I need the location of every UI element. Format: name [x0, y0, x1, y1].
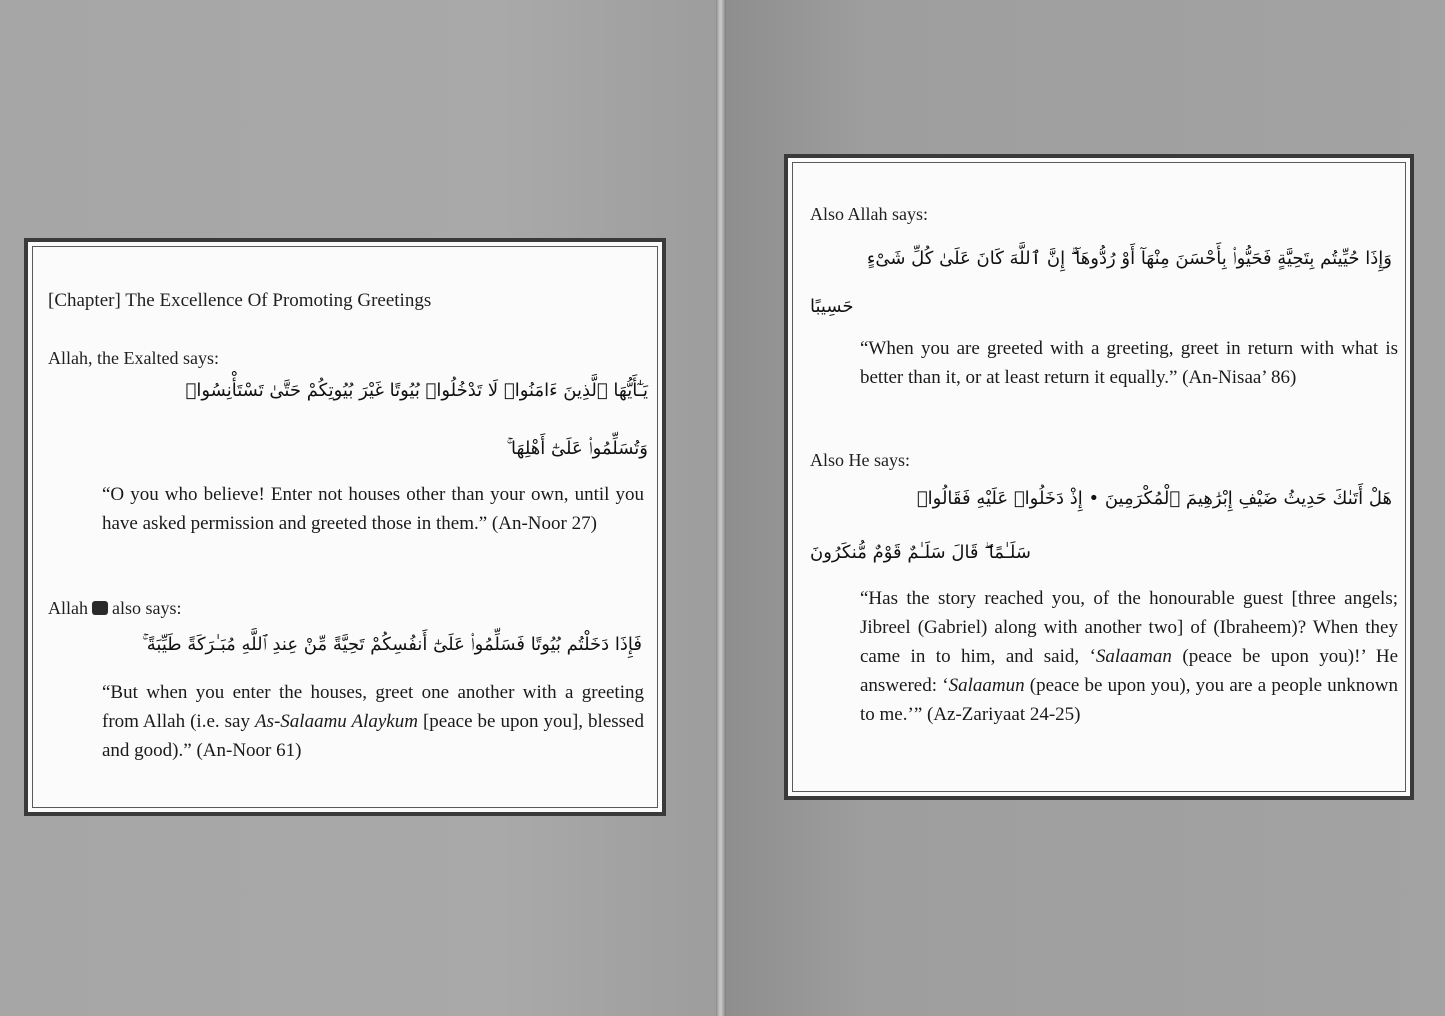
intro-text-2: [48, 598, 182, 619]
translation-2-part-b: [peace be upon you], blessed and good).” (An-Noor 61): [102, 711, 644, 761]
translation-2-part-c: (peace be upon you), you are a people unknown to me.’” (Az-Zariyaat 24-25): [860, 675, 1398, 725]
translation-2-part-a: “Has the story reached you, of the honourable guest [three angels; Jibreel (Gabriel) along with another two] of (Ibraheem)? When they came in to him, and said, ‘: [860, 588, 1398, 667]
intro-text-1: Allah, the Exalted says:: [48, 348, 219, 368]
arabic-verse-1-line-1: وَإِذَا حُيِّيتُم بِتَحِيَّةٍ فَحَيُّوا۟ بِأَحْسَنَ مِنْهَآ أَوْ رُدُّوهَآ ۗ إِنَّ ٱللَّهَ كَانَ عَلَىٰ كُلِّ شَىْءٍ: [866, 248, 1392, 269]
translation-2: [102, 678, 644, 765]
intro-text-1: Also Allah says:: [810, 204, 929, 224]
honorific-symbol-icon: [92, 601, 108, 615]
arabic-verse-1-line-2: وَتُسَلِّمُوا۟ عَلَىٰٓ أَهْلِهَا ۚ: [506, 438, 648, 459]
arabic-verse-1-line-2: حَسِيبًا: [810, 296, 854, 317]
intro-text-2: Also He says:: [810, 450, 910, 470]
translation-2-part-b: (peace be upon you)!’ He answered: ‘: [860, 646, 1398, 696]
translation-2: [860, 584, 1398, 729]
arabic-verse-2-line-2: سَلَـٰمًا ۖ قَالَ سَلَـٰمٌ قَوْمٌ مُّنكَرُونَ: [810, 542, 1031, 563]
book-spine: [716, 0, 726, 1016]
translation-1: “When you are greeted with a greeting, greet in return with what is better than it, or at least return it equally.” (An-Nisaa’ 86): [860, 338, 1398, 388]
translation-2-italic-1: Salaaman: [1095, 646, 1172, 667]
translation-2-italic-2: Salaamun: [948, 675, 1025, 696]
arabic-verse-2: فَإِذَا دَخَلْتُم بُيُوتًا فَسَلِّمُوا۟ عَلَىٰٓ أَنفُسِكُمْ تَحِيَّةً مِّنْ عِندِ ٱللَّهِ مُبَـٰرَكَةً طَيِّبَةً ۚ: [142, 634, 642, 655]
arabic-verse-1-line-1: يَـٰٓأَيُّهَا ٱلَّذِينَ ءَامَنُوا۟ لَا تَدْخُلُوا۟ بُيُوتًا غَيْرَ بُيُوتِكُمْ حَتَّىٰ تَسْتَأْنِسُوا۟: [185, 380, 648, 401]
chapter-heading: [Chapter] The Excellence Of Promoting Greetings: [48, 290, 432, 311]
translation-2-italic: As-Salaamu Alaykum: [254, 711, 418, 732]
translation-2-part-a: “But when you enter the houses, greet one another with a greeting from Allah (i.e. say: [102, 682, 644, 732]
right-text-box: [784, 154, 1414, 800]
left-text-box: [24, 238, 666, 816]
arabic-verse-2-line-1: هَلْ أَتَىٰكَ حَدِيثُ ضَيْفِ إِبْرَٰهِيمَ ٱلْمُكْرَمِينَ • إِذْ دَخَلُوا۟ عَلَيْهِ فَقَالُوا۟: [916, 488, 1392, 509]
intro-text-2-before: Allah: [48, 598, 88, 618]
intro-text-2-after: also says:: [112, 598, 182, 618]
translation-1: “O you who believe! Enter not houses other than your own, until you have asked permission and greeted those in them.” (An-Noor 27): [102, 484, 644, 534]
